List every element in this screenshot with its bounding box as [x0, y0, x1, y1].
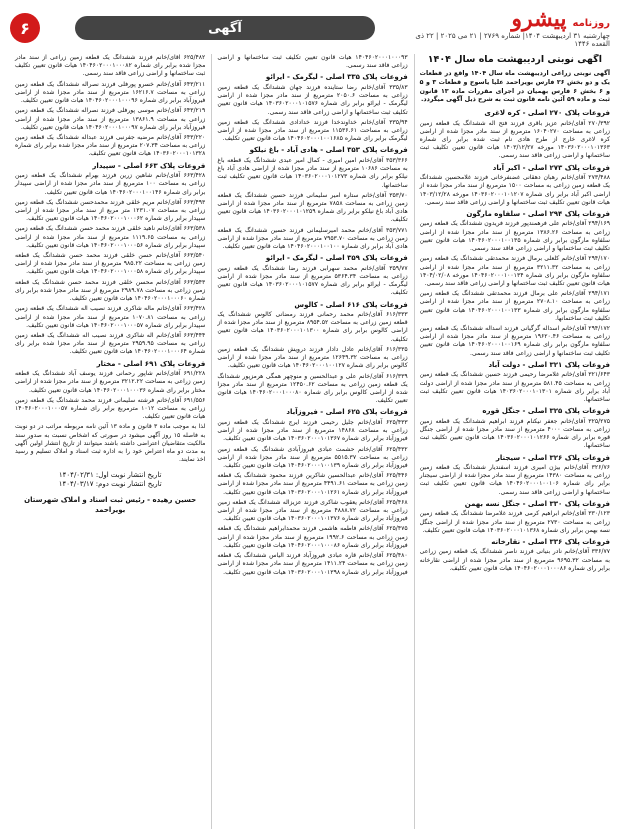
ad-entry: ۶۹۱/۵۵۶ آقای/خانم فرشته سلیمانی فرزند محمد ششدانگ یک قطعه زمین زراعی به مساحت ۱۰۱۲ مترمربع برابر رای شماره ۱۴۰۴۶۰۲۰۰۰۱۰۰۰۵۷ هیات قانون تعیین تکلیف. — [15, 396, 206, 421]
ad-entry: ۶۱۶/۳۳۳ آقای/خانم محمد رحمانی فرزند رمضانی کالوس ششدانگ یک قطعه زمین زراعی به مساحت ۸۹۵۴.۵۲ مترمربع از سند مادر مجزا شده از اراضی کالوس برابر رای شماره ۱۴۰۳۶۰۲۰۰۰۱۰۱۳۰۰ هیات قانون تعیین تکلیف. — [217, 311, 408, 343]
ad-entry: ۶۲۵/۴۷۵ آقای/خانم فاطمه هاشمی فرزند محمدابراهیم ششدانگ یک قطعه زمین زراعی به مساحت ۱۹۹۲.۶ مترمربع از سند مادر مجزا شده از اراضی فیروزآباد برابر رای شماره ۱۴۰۴۶۰۲۰۰۰۱۰۰۰۸۶ هیات قانون تعیین تکلیف. — [217, 525, 408, 549]
ad-entry: ۶۶۳/۴۲۸ آقای/خانم ماله شاکری فرزند نصیب اله ششدانگ یک قطعه زمین زراعی به مساحت ۱۰۷۰.۸۱ مترمربع از سند مادر مجزا شده از اراضی سپیدار برابر رای شماره ۱۴۰۴۶۰۲۰۰۰۱۰۰۰۵۷ هیات قانون تعیین تکلیف. — [15, 305, 206, 329]
notice-lead: آگهی نوبتی زراعی اردیبهشت ماه سال ۱۴۰۴ واقع در قطعات یک و دو بخش ۲۶ فارس بویراحمد علیا یاسوج و قطعات ۳ و ۵ و ۶ بخش ۶ فارس بهمیان در اجرای مقررات ماده ۱۳ قانون ثبت و ماده ۵۹ آئین نامه قانون ثبت به شرح ذیل آگهی میگردد. — [419, 69, 610, 104]
plot-heading: فروعات پلاک ۳۳۵ اصلی - لیگرمک - ایرائو — [265, 73, 408, 82]
ad-entry: ۳۳۵/۸۳ آقای/خانم رضا ستاینده فرزند جهان ششدانگ یک قطعه زمین زراعی به مساحت ۲۰۵۰.۶ مترمربع از سند مادر مجزا شده از اراضی لیگرمک - ایرائو برابر رای شماره ۱۴۰۳۶۰۲۰۰۰۱۰۱۵۷۶ هیات قانون تعیین تکلیف ثبت ساختمانها و اراضی زراعی فاقد سند رسمی. — [217, 83, 408, 116]
plot-heading: فروعات پلاک ۳۲۶ اصلی - سیجنار — [495, 453, 610, 462]
notice-title: آگهی نوبتی اردیبهشت ماه سال ۱۴۰۴ — [427, 54, 602, 65]
ad-entry: ۶۶۳/۵۳۸ آقای/خانم ناهید خلقی فرزند محمد حسن ششدانگ یک قطعه زمین زراعی به مساحت ۱۱۱۹.۶۵ مترمربع از سند مادر مجزا شده از اراضی سپیدار برابر رای شماره ۱۴۰۴۶۰۲۰۰۰۱۰۰۰۵۶ هیات قانون تعیین تکلیف. — [15, 225, 206, 249]
plot-heading: فروعات پلاک ۳۲۱ اصلی - دولت آباد — [488, 360, 610, 369]
column-3-blocks — [15, 54, 205, 465]
ad-entry: ۲۹۴/۱۷۲ آقای/خانم اسداله گرگیانی فرزند اسداله ششدانگ یک قطعه زمین زراعی به مساحت ۱۹۶۲۰.۴۶ مترمربع از سند مادر مجزا شده از اراضی سلفاوه مارگون برابر رای شماره ۱۴۰۴۶۰۲۰۰۰۱۰۰۱۶۹ هیات قانون تعیین تکلیف ثبت ساختمانها و اراضی زراعی فاقد سند رسمی. — [419, 325, 610, 357]
column-1-blocks — [420, 109, 610, 573]
ad-entry: ۳۳۶/۷۷ آقای/خانم نادر بنیانی فرزند ناصر ششدانگ یک قطعه زمین زراعی به مساحت ۹۶۹۵.۳۲ مترمربع از سند مادر مجزا شده از اراضی نقارخانه برابر رای شماره ۱۴۰۴۶۰۲۰۰۰۱۰۰۰۸۶ هیات قانون تعیین تکلیف. — [419, 548, 610, 572]
ad-columns — [10, 54, 610, 829]
plot-heading: فروعات پلاک ۳۳۶ اصلی - نقارخانه — [491, 537, 610, 546]
signature: حسین رهیده - رئیس ثبت اسناد و املاک شهرستان بویراحمد — [24, 496, 197, 514]
ad-entry: ۶۶۳/۴۲۸ آقای/خانم شاهین زرین فرزند بهرام ششدانگ یک قطعه زمین زراعی به مساحت ۱۰۰ مترمربع از سند مادر مجزا شده از اراضی سپیدار برابر رای شماره ۱۴۰۴۶۰۲۰۰۰۱۰۰۱۴۶ هیات قانون تعیین تکلیف. — [15, 172, 206, 196]
ad-entry: ۳۵۹/۷۷ آقای/خانم محمد سهرابی فرزند رضا ششدانگ یک قطعه زمین زراعی به مساحت ۵۳۶۴.۳۴ مترمربع از سند مادر مجزا شده از اراضی لیگرمک - ایرائو برابر رای شماره ۱۴۰۳۶۰۲۰۰۰۱۰۱۵۷۷ هیات قانون تعیین تکلیف. — [217, 264, 408, 297]
ad-entry: ۶۶۳/۴۴۴ آقای/خانم اله شاکری فرزند نصیب اله ششدانگ یک قطعه زمین زراعی به مساحت ۲۹۵۹.۹۵ مترمربع از سند مادر مجزا شده برابر رای شماره ۱۴۰۴۶۰۲۰۰۰۱۰۰۰۶۴ هیات قانون تعیین تکلیف. — [15, 332, 206, 356]
plot-heading: فروعات پلاک ۳۲۵ اصلی - جنگل قوره — [482, 407, 610, 416]
ad-entry: ۲۷۰/۳۹۲ آقای/خانم عزیز باقری فرزند فتح اله ششدانگ یک قطعه زمین زراعی به مساحت ۱۶۰۴۰۲۷۰ مترمربع از سند مادر مجزا شده از اراضی کره لاغری خارج از طرح هادی نام ثبت شده برابر رای شماره ۱۴۰۳۶۰۲۰۰۰۱۰۱۳۶۳ مورخه ۱۴۰۳/۱۲/۲۷ هیات قانون تعیین تکلیف ثبت ساختمانها و اراضی زراعی فاقد سند رسمی. — [419, 119, 610, 160]
ad-entry: ۶۲۵/۴۸۰ آقای/خانم قاره عبادی فیروزآباد فرزند الیاس ششدانگ یک قطعه زمین زراعی به مساحت ۱۴۱۱.۲۴ مترمربع از سند مادر مجزا شده از اراضی فیروزآباد برابر رای شماره ۱۴۰۳۶۰۲۰۰۰۱۰۱۳۹۸ هیات قانون تعیین تکلیف. — [217, 552, 408, 576]
ad-entry: ۲۹۴/۱۷۰ آقای/خانم کلعلی برمال فرزند محمدتقی ششدانگ یک قطعه زمین زراعی به مساحت ۳۲۱۱.۳۲ مترمربع از سند مادر مجزا شده از اراضی سلفاوه مارگون برابر رای شماره ۱۴۰۴۶۰۲۰۰۰۱۰۰۱۳۴ مورخه ۱۴۰۴/۰۲/۰۸ هیات قانون تعیین تکلیف ثبت ساختمانها و اراضی زراعی فاقد سند رسمی. — [419, 255, 610, 287]
ad-entry: ۳۳۵/۹۴ آقای/خانم خداوندخدا فرزند خدادادی ششدانگ یک قطعه زمین زراعی به مساحت ۱۱۵۳۶.۶۱ مترمربع از سند مادر مجزا شده از اراضی لیگرمک برابر رای شماره ۱۴۰۴۶۰۲۰۰۰۱۰۰۱۶۸۵ هیات قانون تعیین تکلیف. — [217, 118, 408, 143]
publication-dates: تاریخ انتشار نوبت اول: ۱۴۰۴/۰۲/۳۱ تاریخ انتشار نوبت دوم: ۱۴۰۴/۰۳/۱۷ — [58, 470, 162, 489]
plot-heading: فروعات پلاک ۳۳۰ اصلی - جنگل نسه بهمن — [464, 499, 610, 508]
ad-entry: ۶۲۵/۴۶۸ آقای/خانم یعقوب شاکری فرزند عزیزاله ششدانگ یک قطعه زمین زراعی به مساحت ۴۸۸۸.۷۲ مترمربع از سند مادر مجزا شده از اراضی فیروزآباد برابر رای شماره ۱۴۰۳۶۰۲۰۰۰۱۰۱۳۷۶ هیات قانون تعیین تکلیف. — [217, 498, 408, 523]
plot-heading: فروعات پلاک ۲۹۴ اصلی - سلفاوه مارگون — [466, 209, 610, 218]
ad-entry: ۶۲۵/۴۳۳ آقای/خانم جلیل رحیمی فرزند ایرج ششدانگ یک قطعه زمین زراعی به مساحت ۱۴۸۶۸ مترمربع از سند مادر مجزا شده از اراضی فیروزآباد برابر رای شماره ۱۴۰۳۶۰۲۰۰۰۱۰۱۳۶۷ هیات قانون تعیین تکلیف. — [217, 418, 408, 443]
ad-entry: ۱۴۰۴۶۰۲۰۰۰۱۰۰۰۹۳ هیات قانون تعیین تکلیف ثبت ساختمانها و اراضی زراعی فاقد سند رسمی. — [217, 54, 408, 70]
masthead — [410, 5, 610, 48]
ad-entry: ۶۶۳/۴۹۳ آقای/خانم مریم خلقی فرزند محمدحسن ششدانگ یک قطعه زمین زراعی به مساحت ۱۲۳۱.۰۷ متر مربع از سند مادر مجزا شده از اراضی سپیدار برابر رای شماره ۱۴۰۴۶۰۲۰۰۰۱۰۰۰۶۲ هیات قانون تعیین تکلیف. — [15, 198, 206, 223]
plot-heading: فروعات پلاک ۲۷۰ اصلی - کره لاغری — [484, 109, 610, 118]
ad-entry: ۳۲۱/۶۴۳ آقای/خانم غلامرضا رحیمی فرزند حسین ششدانگ یک قطعه زمین زراعی به مساحت ۵۸۱.۴۵ مترمربع از سند مادر مجزا شده از اراضی دولت آباد برابر رای شماره ۱۴۰۳۶۰۲۰۰۰۱۰۱۳۰۱ هیات قانون تعیین تکلیف ثبت ساختمانها. — [419, 371, 610, 403]
plot-heading: فروعات پلاک ۲۷۳ اصلی - اکبر آباد — [492, 163, 610, 172]
ad-entry: ۳۵۳/۷۷۱ آقای/خانم محمد امیرسلیمانی فرزند حسین ششدانگ یک قطعه زمین زراعی به مساحت ۷۹۵۳.۷۰ مترمربع از سند مادر مجزا شده از اراضی هادی آباد برابر رای شماره ۱۴۰۴۶۰۲۰۰۰۱۰۰۱۰۰ هیات قانون تعیین تکلیف. — [217, 226, 408, 251]
plot-heading: فروعات پلاک ۶۶۳ اصلی - سپیدار — [92, 161, 206, 170]
ad-entry: ۳۵۳/۳۶۶ آقای/خانم امین امیری - کمال امیر عبدی ششدانگ یک قطعه باغ به مساحت ۱۰۶۸۶ مترمربع از سند مادر مجزا شده از اراضی هادی آباد باغ نیلکو برابر رای شماره ۱۴۰۳۶۰۲۰۰۰۱۰۱۲۷۳ هیات قانون تعیین تکلیف ثبت ساختمانها. — [217, 156, 408, 189]
logo-name: پیشرو — [511, 5, 567, 32]
newspaper-logo — [511, 5, 610, 32]
column-2-blocks — [217, 54, 407, 577]
ad-entry: لذا به موجب ماده ۳ قانون و ماده ۱۳ آئین نامه مربوطه مراتب در دو نوبت به فاصله ۱۵ روز آگهی میشود در صورتی که اشخاص نسبت به صدور سند مالکیت متقاضیان اعتراضی داشته باشند میتوانند از تاریخ انتشار اولین آگهی به مدت دو ماه اعتراض خود را به اداره ثبت اسناد و املاک تسلیم و رسید اخذ نمایند. — [15, 423, 206, 464]
column-1 — [414, 54, 610, 829]
ad-entry: ۶۱۶/۳۳۹ آقای/خانم علی و عبدالحسین و منوچهر همگی هرمزپور ششدانگ یک قطعه زمین زراعی به مساحت ۱۲۴۵۰.۶۲ مترمربع از سند مادر مجزا شده از اراضی کالوس برابر رای شماره ۱۴۰۴۶۰۲۰۰۰۱۰۰۰۸۰ هیات قانون تعیین تکلیف. — [217, 372, 408, 405]
ad-entry: ۲۹۴/۱۷۱ آقای/خانم علی برمال فرزند محمدتقی ششدانگ یک قطعه زمین زراعی به مساحت ۲۷۰۸.۱۰ مترمربع از سند مادر مجزا شده از اراضی سلفاوه مارگون برابر رای شماره ۱۴۰۴۶۰۲۰۰۰۱۰۰۱۳۳ هیات قانون تعیین تکلیف ثبت ساختمانها. — [419, 290, 610, 322]
ad-entry: ۶۱۶/۳۳۵ آقای/خانم عادل دادار فرزند درویش ششدانگ یک قطعه زمین زراعی به مساحت ۱۲۶۴۹.۳۲ مترمربع از سند مادر مجزا شده از اراضی کالوس برابر رای شماره ۱۴۰۴۶۰۲۰۰۰۱۰۰۱۲۷ هیات قانون تعیین تکلیف. — [217, 345, 408, 370]
ad-entry: ۶۴۳/۲۱۱ آقای/خانم خسرو پورفلی فرزند نصراله ششدانگ یک قطعه زمین زراعی به مساحت ۱۶۲۱۶.۷ مترمربع از سند مادر مجزا شده از اراضی فیروزآباد برابر رای شماره ۱۴۰۴۶۰۲۰۰۰۱۰۰۰۹۶ هیات قانون تعیین تکلیف. — [15, 80, 206, 105]
ad-entry: ۶۶۳/۵۴۰ آقای/خانم حسن خلقی فرزند محمد حسن ششدانگ یک قطعه زمین زراعی به مساحت ۹۸۵.۲۲ مترمربع از سند مادر مجزا شده از اراضی سپیدار برابر رای شماره ۱۴۰۴۶۰۲۰۰۰۱۰۰۰۵۸ هیات قانون تعیین تکلیف. — [15, 252, 206, 276]
column-3 — [10, 54, 205, 829]
plot-heading: فروعات پلاک ۶۱۶ اصلی - کالوس — [294, 300, 408, 309]
ad-entry: ۳۲۶/۷۶ آقای/خانم بیژن امیری فرزند اسفندیار ششدانگ یک قطعه زمین زراعی به مساحت ۱۴۳۸۰ مترمربع از سند مادر مجزا شده از اراضی سیجنار برابر رای شماره ۱۴۰۴۶۰۲۰۰۰۱۰۰۱۰۶ هیات قانون تعیین تکلیف ثبت ساختمانها و اراضی زراعی فاقد سند رسمی. — [419, 463, 610, 496]
logo-prefix: روزنامه — [572, 17, 610, 29]
plot-heading: فروعات پلاک ۶۲۵ اصلی - فیروزآباد — [286, 408, 408, 417]
dateline: چهارشنبه ۳۱ اردیبهشت ۱۴۰۴| شماره ۲۷۶۹ | ۲۱ می ۲۰۲۵ | ۲۲ ذی القعده ۱۴۴۶ — [415, 31, 610, 48]
ad-entry: ۲۷۳/۴۸۸ آقای/خانم رهبان دهقانی غضنفرخانی فرزند غلامحسین ششدانگ یک قطعه زمین زراعی به مساحت ۱۵۰۰ مترمربع از سند مادر مجزا شده از اراضی اکبر آباد برابر رای شماره ۱۴۰۳۶۰۲۰۰۰۱۰۱۲۰۷ مورخه ۱۴۰۳/۱۲/۲۸ هیات قانون تعیین تکلیف ثبت ساختمانها و اراضی زراعی فاقد سند رسمی. — [419, 174, 610, 206]
ad-entry: ۶۴۳/۲۱۹ آقای/خانم موسی پورفلی فرزند نصراله ششدانگ یک قطعه زمین زراعی به مساحت ۱۳۸۶۱.۹ مترمربع از سند مادر مجزا شده از اراضی فیروزآباد برابر رای شماره ۱۴۰۴۶۰۲۰۰۰۱۰۰۰۹۷ هیات قانون تعیین تکلیف. — [15, 107, 206, 131]
ad-entry: ۶۲۵/۴۳۲ آقای/خانم حشمت عبادی فیروزآبادی ششدانگ یک قطعه زمین زراعی به مساحت ۵۵۱۵.۳۷ مترمربع از سند مادر مجزا شده از اراضی فیروزآباد برابر رای شماره ۱۴۰۴۶۰۲۰۰۰۱۰۰۱۳۹ هیات قانون تعیین تکلیف. — [217, 445, 408, 469]
ad-entry: ۶۹۱/۲۲۸ آقای/خانم شاپور رحمانی فرزند یوسف آباد ششدانگ یک قطعه زمین زراعی به مساحت ۳۲۱۲.۲۲ مترمربع از سند مادر مجزا شده از اراضی مختار برابر رای شماره ۱۴۰۴۶۰۲۰۰۰۱۰۰۰۳۶ هیات قانون تعیین تکلیف. — [15, 370, 206, 394]
ad-entry: ۶۴۳/۲۲۰ آقای/خانم مرضیه جفرنبی فرزند عبداله ششدانگ یک قطعه زمین زراعی به مساحت ۲۰۷.۳۴ مترمربع از سند مادر مجزا شده برابر رای شماره ۱۴۰۳۶۰۲۰۰۰۱۰۱۳۲۸ هیات قانون تعیین تکلیف. — [15, 133, 206, 158]
plot-heading: فروعات پلاک ۳۵۹ اصلی - لیگرمک - ایرائو — [265, 254, 408, 263]
page-header — [10, 5, 610, 48]
ad-entry: ۶۲۵/۴۸۲ آقای/خانم فرزند ششدانگ یک قطعه زمین زراعی از سند مادر مجزا شده برابر رای شماره ۱۴۰۴۶۰۲۰۰۰۱۰۰۰۸۲ هیات قانون تعیین تکلیف ثبت ساختمانها و اراضی زراعی فاقد سند رسمی. — [15, 54, 206, 78]
section-title: آگهی — [75, 16, 375, 40]
ad-entry: ۳۵۳/۷۰ آقای/خانم ستاره امیر سلیمانی فرزند حسین ششدانگ یک قطعه زمین زراعی به مساحت ۷۸۵۸ مترمربع از سند مادر مجزا شده از اراضی هادی آباد باغ نیلکو برابر رای شماره ۱۴۰۳۶۰۲۰۰۰۱۰۱۲۵۹ هیات قانون تعیین تکلیف. — [217, 191, 408, 224]
ad-entry: ۲۹۴/۱۶۹ آقای/خانم علی فرهمندپور فرزند فریدون ششدانگ یک قطعه زمین زراعی به مساحت ۱۳۸۶.۲۶ مترمربع از سند مادر مجزا شده از اراضی سلفاوه مارگون برابر رای شماره ۱۴۰۴۶۰۲۰۰۰۱۰۰۱۳۵ هیات قانون تعیین تکلیف ثبت ساختمانها و اراضی زراعی فاقد سند رسمی. — [419, 220, 610, 253]
plot-heading: فروعات پلاک ۶۹۱ اصلی - مختار — [96, 359, 206, 368]
page-number: ۶ — [10, 13, 40, 43]
column-2 — [211, 54, 407, 829]
ad-entry: ۳۲۵/۲۷۵ آقای/خانم جعفر نیکنام فرزند ابراهیم ششدانگ یک قطعه زمین زراعی به مساحت ۴۰۰۰ مترمربع از سند مادر مجزا شده از اراضی جنگل قوره برابر رای شماره ۱۴۰۳۶۰۲۰۰۰۱۰۱۲۶۶ هیات قانون تعیین تکلیف ثبت ساختمانها. — [419, 417, 610, 450]
plot-heading: فروعات پلاک ۳۵۳ اصلی - هادی آباد - باغ نیلکو — [249, 146, 408, 155]
ad-entry: ۶۲۵/۴۴۶ آقای/خانم عبدالحسین شاکرین فرزند محمود ششدانگ یک قطعه زمین زراعی به مساحت ۴۴۹۱.۶۱ مترمربع از سند مادر مجزا شده از اراضی فیروزآباد برابر رای شماره ۱۴۰۳۶۰۲۰۰۰۱۰۱۲۶۱ هیات قانون تعیین تکلیف. — [217, 472, 408, 496]
ad-entry: ۶۶۳/۵۴۳ آقای/خانم محسن خلقی فرزند محمد حسن ششدانگ یک قطعه زمین زراعی به مساحت ۲۹۸۹.۷۸ مترمربع از سند مادر مجزا شده برابر رای شماره ۱۴۰۴۶۰۲۰۰۰۱۰۰۰۶۰ هیات قانون تعیین تکلیف. — [15, 278, 206, 303]
ad-entry: ۳۳۰/۱۲۳ آقای/خانم ابراهیم کرمی فرزند غلامرضا ششدانگ یک قطعه زمین زراعی به مساحت ۲۷۳۰ مترمربع از سند مادر مجزا شده از اراضی جنگل نسه بهمن برابر رای شماره ۱۴۰۳۶۰۲۰۰۰۱۰۱۳۶۸ هیات قانون تعیین تکلیف. — [419, 510, 610, 534]
